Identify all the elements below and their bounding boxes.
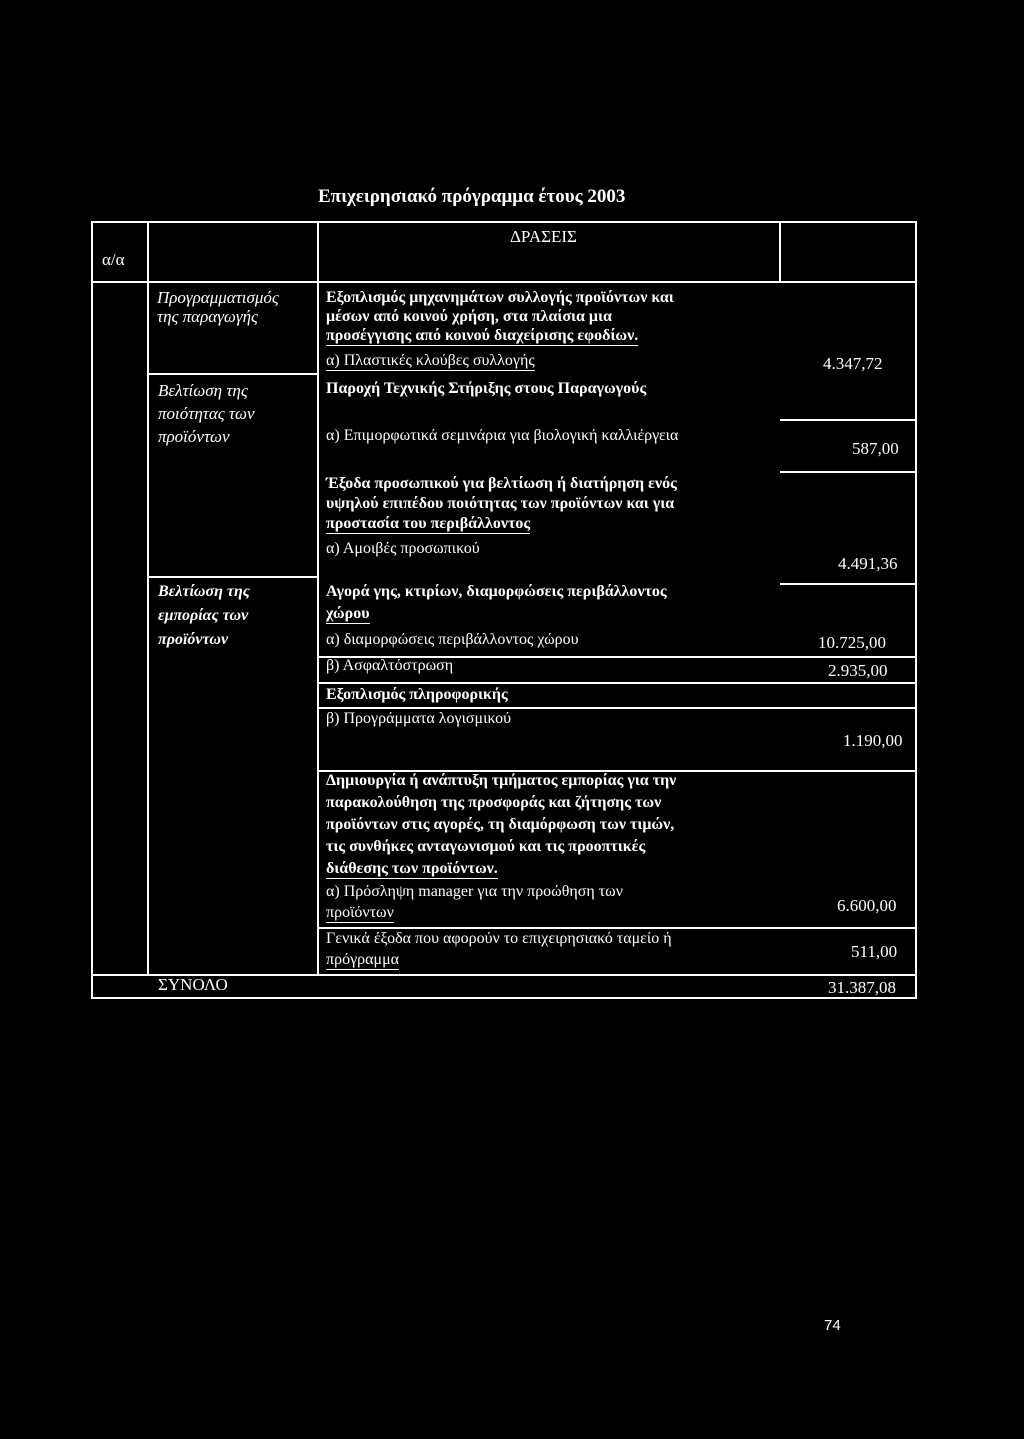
item-text: α) Επιμορφωτικά σεμινάρια για βιολογική καλλιέργεια xyxy=(326,427,679,444)
action-title: προϊόντων στις αγορές, τη διαμόρφωση των τιμών, xyxy=(326,816,675,833)
action-title: διάθεσης των προϊόντων. xyxy=(326,860,498,877)
action-title: Παροχή Τεχνικής Στήριξης στους Παραγωγούς xyxy=(326,380,647,397)
table-bottom-border xyxy=(91,997,917,999)
item-text: πρόγραμμα xyxy=(326,951,400,968)
col-label-divider xyxy=(317,221,319,976)
item-text: α) Πρόσληψη manager για την προώθηση των xyxy=(326,883,623,900)
page-number: 74 xyxy=(824,1317,841,1334)
col-action-divider xyxy=(779,221,781,281)
action-title: παρακολούθηση της προσφοράς και ζήτησης των xyxy=(326,794,662,811)
item-text: α) διαμορφώσεις περιβάλλοντος χώρου xyxy=(326,631,579,648)
header-bottom-border xyxy=(91,281,917,283)
row-separator xyxy=(318,707,915,709)
section-label: προϊόντων xyxy=(158,631,229,648)
amount: 10.725,00 xyxy=(818,633,886,652)
item-text: β) Προγράμματα λογισμικού xyxy=(326,710,512,727)
section-label: ποιότητας των xyxy=(158,404,255,423)
row-separator xyxy=(318,927,915,929)
action-title: προστασία του περιβάλλοντος xyxy=(326,515,531,532)
action-title: Έξοδα προσωπικού για βελτίωση ή διατήρηση ενός xyxy=(326,475,677,492)
section-label: εμπορίας των xyxy=(158,607,249,624)
amount: 587,00 xyxy=(852,439,899,458)
row-separator xyxy=(780,471,915,473)
amount: 4.491,36 xyxy=(838,554,898,573)
action-title: Αγορά γης, κτιρίων, διαμορφώσεις περιβάλλοντος xyxy=(326,583,667,600)
row-separator xyxy=(147,373,317,375)
item-text: Γενικά έξοδα που αφορούν το επιχειρησιακό ταμείο ή xyxy=(326,930,672,947)
action-title: υψηλού επιπέδου ποιότητας των προϊόντων και για xyxy=(326,495,675,512)
row-separator xyxy=(780,583,915,585)
section-label: προϊόντων xyxy=(158,427,230,446)
total-label: ΣΥΝΟΛΟ xyxy=(158,975,228,994)
action-title: τις συνθήκες ανταγωνισμού και τις προοπτικές xyxy=(326,838,646,855)
total-amount: 31.387,08 xyxy=(828,978,896,997)
amount: 511,00 xyxy=(851,942,898,961)
action-title: Εξοπλισμός πληροφορικής xyxy=(326,686,508,703)
action-title: χώρου xyxy=(326,605,370,622)
header-aa: α/α xyxy=(102,250,125,269)
item-text: α) Αμοιβές προσωπικού xyxy=(326,540,480,557)
item-text: προϊόντων xyxy=(326,904,394,921)
amount: 4.347,72 xyxy=(823,354,883,373)
action-title: Εξοπλισμός μηχανημάτων συλλογής προϊόντων και xyxy=(326,289,674,306)
row-separator xyxy=(318,682,915,684)
col-aa-divider xyxy=(147,221,149,976)
amount: 6.600,00 xyxy=(837,896,897,915)
page-title: Επιχειρησιακό πρόγραμμα έτους 2003 xyxy=(318,186,626,207)
row-separator xyxy=(147,576,317,578)
section-label: Βελτίωση της xyxy=(158,381,248,400)
table-top-border xyxy=(91,221,917,223)
section-label: Βελτίωση της xyxy=(158,583,250,600)
item-text: β) Ασφαλτόστρωση xyxy=(326,657,454,674)
table-right-border xyxy=(915,221,917,999)
table-left-border xyxy=(91,221,93,999)
item-text: α) Πλαστικές κλούβες συλλογής xyxy=(326,352,535,369)
action-title: προσέγγισης από κοινού διαχείρισης εφοδίων. xyxy=(326,327,639,344)
section-label: της παραγωγής xyxy=(157,307,258,326)
section-label: Προγραμματισμός xyxy=(157,288,279,307)
row-separator xyxy=(780,419,915,421)
amount: 1.190,00 xyxy=(843,731,903,750)
header-actions: ΔΡΑΣΕΙΣ xyxy=(510,227,577,246)
amount: 2.935,00 xyxy=(828,661,888,680)
action-title: Δημιουργία ή ανάπτυξη τμήματος εμπορίας για την xyxy=(326,772,677,789)
action-title: μέσων από κοινού χρήση, στα πλαίσια μια xyxy=(326,308,612,325)
